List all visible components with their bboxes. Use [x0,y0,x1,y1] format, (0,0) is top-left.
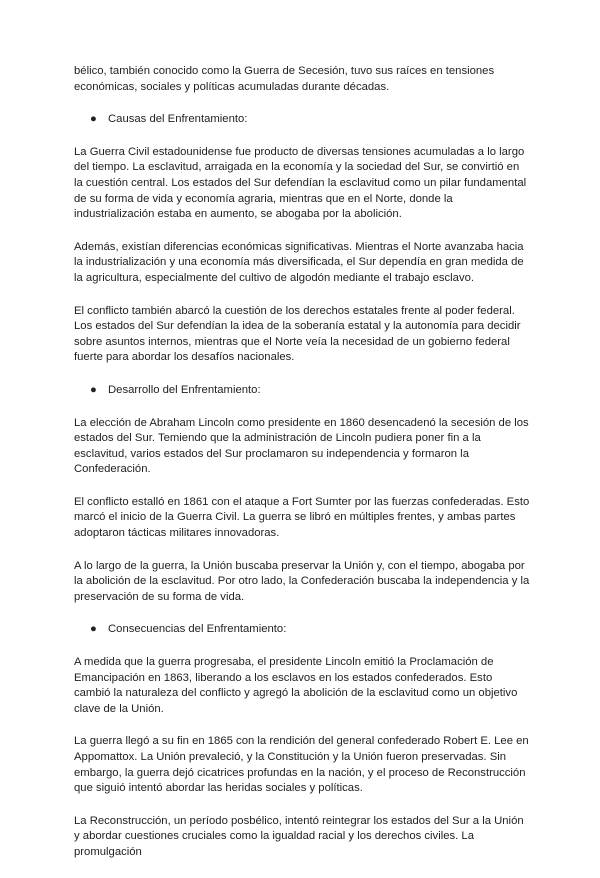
paragraph-fin-guerra: La guerra llegó a su fin en 1865 con la rendición del general confederado Robert E. Lee en Appomattox. La Unión prevaleció, y la Constitución y la Unión fueron preservadas. Sin embargo, la guerra dejó cicatrices profundas en la nación, y el proceso de Reconstrucción que siguió intentó abordar las heridas sociales y políticas. [74,735,529,795]
paragraph-emancipacion: A medida que la guerra progresaba, el presidente Lincoln emitió la Proclamación de Emancipación en 1863, liberando a los esclavos en los estados confederados. Esto cambió la naturaleza del conflicto y agregó la abolición de la esclavitud como un objetivo clave de la Unión. [74,656,518,715]
paragraph-fort-sumter: El conflicto estalló en 1861 con el ataque a Fort Sumter por las fuerzas confederadas. Esto marcó el inicio de la Guerra Civil. La guerra se libró en múltiples frentes, y ambas partes adoptaron tácticas militares innovadoras. [74,495,530,540]
section-heading-desarrollo: Desarrollo del Enfrentamiento: [108,383,261,396]
bullet-icon: ● [90,623,97,636]
section-consecuencias [74,622,530,638]
paragraph-esclavitud: La Guerra Civil estadounidense fue producto de diversas tensiones acumuladas a lo largo del tiempo. La esclavitud, arraigada en la economía y la sociedad del Sur, se convirtió en la cuestión central. Los estados del Sur defendían la esclavitud como un pilar fundamental de su forma de vida y economía agraria, mientras que en el Norte, donde la industrialización estaba en aumento, se abogaba por la abolición. [74,145,527,221]
paragraph-economia: Además, existían diferencias económicas significativas. Mientras el Norte avanzaba hacia la industrialización y una economía más diversificada, el Sur dependía en gran medida de la agricultura, especialmente del cultivo de algodón mediante el trabajo esclavo. [74,240,524,284]
paragraph-reconstruccion: La Reconstrucción, un período posbélico, intentó reintegrar los estados del Sur a la Unión y abordar cuestiones cruciales como la igualdad racial y los derechos civiles. La promulgación [74,814,524,858]
section-heading-causas: Causas del Enfrentamiento: [108,113,248,126]
section-heading-consecuencias: Consecuencias del Enfrentamiento: [108,623,287,636]
section-desarrollo [74,383,530,399]
paragraph-derechos-estatales: El conflicto también abarcó la cuestión de los derechos estatales frente al poder federal. Los estados del Sur defendían la idea de la soberanía estatal y la autonomía para decidir sobre asuntos internos, mientras que el Norte veía la necesidad de un gobierno federal fuerte para abordar los desafíos nacionales. [74,304,521,364]
paragraph-lincoln: La elección de Abraham Lincoln como presidente en 1860 desencadenó la secesión de los estados del Sur. Temiendo que la administración de Lincoln pudiera poner fin a la esclavitud, varios estados del Sur proclamaron su independencia y formaron la Confederación. [74,416,529,476]
bullet-icon: ● [90,113,97,126]
section-causas [74,112,530,128]
intro-paragraph: bélico, también conocido como la Guerra de Secesión, tuvo sus raíces en tensiones económicas, sociales y políticas acumuladas durante décadas. [74,65,495,93]
paragraph-objetivos: A lo largo de la guerra, la Unión buscaba preservar la Unión y, con el tiempo, abogaba por la abolición de la esclavitud. Por otro lado, la Confederación buscaba la independencia y la preservación de su forma de vida. [74,559,530,603]
document-page [74,64,530,878]
bullet-icon: ● [90,383,97,396]
